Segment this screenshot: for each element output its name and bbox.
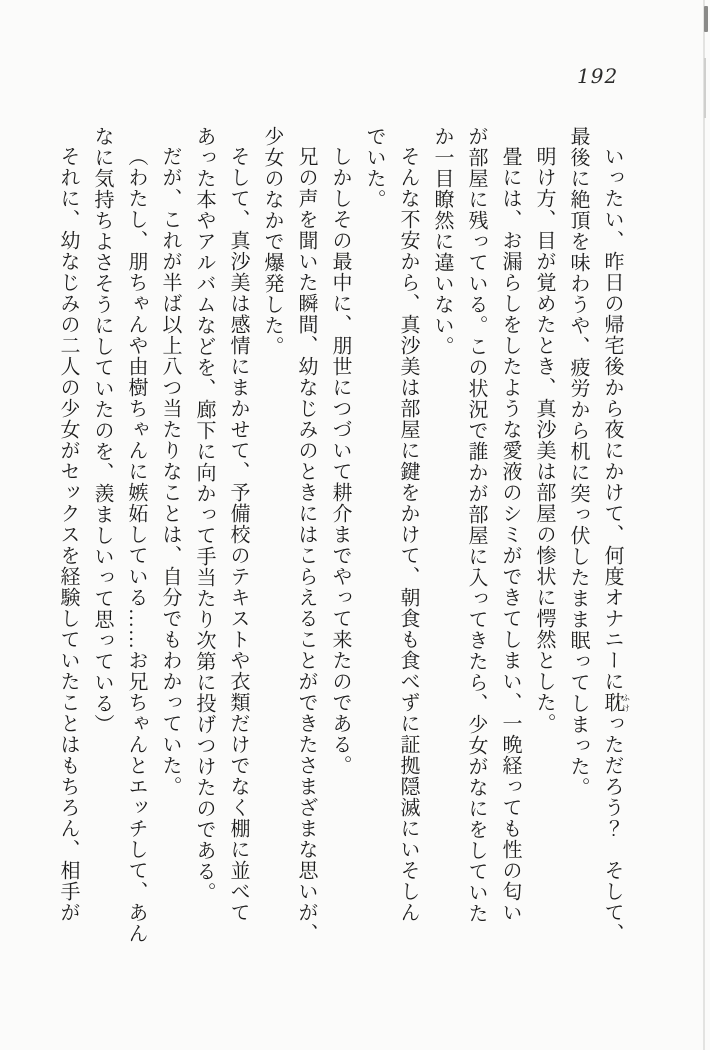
text-column: （わたし、朋ちゃんや由樹ちゃんに嫉妬している……お兄ちゃんとエッチして、あん	[125, 146, 147, 944]
text-column: 兄の声を聞いた瞬間、幼なじみのときにはこらえることができたさまざまな思いが、	[295, 146, 317, 944]
scan-edge-smudge	[704, 58, 706, 118]
text-column: そして、真沙美は感情にまかせて、予備校のテキストや衣類だけでなく棚に並べて	[227, 146, 249, 923]
text-column: でいた。	[363, 126, 385, 210]
scan-edge-line	[703, 0, 705, 1050]
text-column: 畳には、お漏らしをしたような愛液のシミができてしまい、一晩経っても性の匂い	[499, 146, 521, 923]
text-column: そんな不安から、真沙美は部屋に鍵をかけて、朝食も食べずに証拠隠滅にいそしん	[397, 146, 419, 923]
text-column: 少女のなかで爆発した。	[261, 126, 283, 357]
text-column: それに、幼なじみの二人の少女がセックスを経験していたことはもちろん、相手が	[57, 146, 79, 923]
text-column: 明け方、目が覚めたとき、真沙美は部屋の惨状に愕然とした。	[533, 146, 555, 734]
page-text	[51, 126, 630, 956]
text-column: いったい、昨日の帰宅後から夜にかけて、何度オナニーに耽ふけっただろう？ そして、	[601, 146, 631, 944]
text-column: が部屋に残っている。この状況で誰かが部屋に入ってきたら、少女がなにをしていた	[465, 126, 487, 924]
text-column: だが、これが半ば以上八つ当たりなことは、自分でもわかっていた。	[159, 146, 181, 797]
text-column: あった本やアルバムなどを、廊下に向かって手当たり次第に投げつけたのである。	[193, 126, 215, 903]
text-column: 最後に絶頂を味わうや、疲労から机に突っ伏したまま眠ってしまった。	[567, 126, 589, 798]
text-column: か一目瞭然に違いない。	[431, 126, 453, 357]
page-number: 192	[577, 64, 619, 88]
scan-edge-mark	[704, 6, 708, 32]
text-column: しかしその最中に、朋世につづいて耕介までやって来たのである。	[329, 146, 351, 776]
text-column: なに気持ちよさそうにしていたのを、羨ましいって思っている）	[91, 126, 113, 735]
